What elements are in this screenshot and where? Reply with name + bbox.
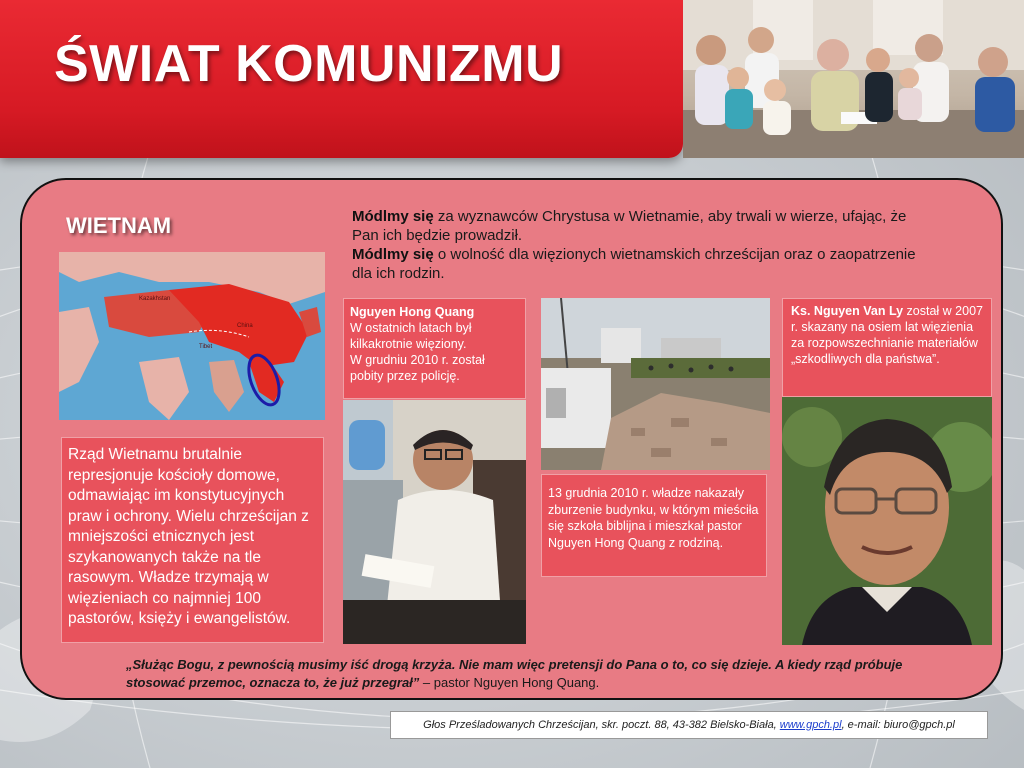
quote-attribution: – pastor Nguyen Hong Quang. — [419, 674, 600, 690]
prayer-text-1: za wyznawców Chrystusa w Wietnamie, aby trwali w wierze, ufając, że Pan ich będzie prowadził. — [352, 208, 907, 244]
header-photo-family — [683, 0, 1024, 158]
footer-email: , e-mail: biuro@gpch.pl — [841, 719, 955, 731]
vietnam-description: Rząd Wietnamu brutalnie represjonuje kościoły domowe, odmawiając im konstytucyjnych praw i ochrony. Wielu chrześcijan z mniejszości etnicznych jest szykanowanych także na tle rasowym. Władze trzymają w więzieniach co najmniej 100 pastorów, księży i ewangelistów. — [61, 437, 324, 643]
prayer-bold-1: Módlmy się — [352, 208, 434, 225]
footer-address: Głos Prześladowanych Chrześcijan, skr. poczt. 88, 43-382 Bielsko-Biała, — [423, 719, 780, 731]
header-band — [0, 0, 683, 158]
nguyen-van-ly-caption — [782, 298, 992, 397]
prayer-text-2: o wolność dla więzionych wietnamskich chrześcijan oraz o zaopatrzenie dla ich rodzin. — [352, 246, 916, 282]
nguyen-van-ly-name: Ks. Nguyen Van Ly — [791, 304, 904, 318]
nguyen-van-ly-text: został w 2007 r. skazany na osiem lat więzienia za rozpowszechnianie materiałów „szkodliwych dla państwa”. — [791, 304, 983, 366]
nguyen-hong-quang-caption — [343, 298, 526, 399]
map-label-tibet: Tibet — [199, 344, 213, 350]
page-title: ŚWIAT KOMUNIZMU — [54, 35, 564, 93]
map-label-china: China — [237, 323, 253, 329]
map-label-kazakhstan: Kazakhstan — [139, 296, 171, 302]
nguyen-hong-quang-line1: W ostatnich latach był kilkakrotnie więziony. — [350, 321, 472, 351]
pastor-quote — [126, 656, 926, 691]
footer-contact — [390, 711, 988, 739]
footer-website-link[interactable]: www.gpch.pl — [779, 719, 842, 731]
nguyen-hong-quang-name: Nguyen Hong Quang — [350, 305, 475, 319]
prayer-intro — [352, 207, 932, 283]
country-heading: WIETNAM — [66, 213, 172, 238]
quote-text: „Służąc Bogu, z pewnością musimy iść drogą krzyża. Nie mam więc pretensji do Pana o to, co się dzieje. A kiedy rząd próbuje stosować przemoc, oznacza to, że już przegrał” — [126, 657, 903, 690]
nguyen-hong-quang-line2: W grudniu 2010 r. został pobity przez policję. — [350, 353, 485, 383]
prayer-bold-2: Módlmy się — [352, 246, 434, 263]
demolition-caption: 13 grudnia 2010 r. władze nakazały zburzenie budynku, w którym mieściła się szkoła biblijna i mieszkał pastor Nguyen Hong Quang z rodziną. — [541, 474, 767, 577]
map-of-asia — [59, 252, 325, 420]
nguyen-van-ly-photo — [782, 397, 992, 645]
nguyen-hong-quang-photo — [343, 400, 526, 644]
demolition-photo — [541, 298, 770, 470]
